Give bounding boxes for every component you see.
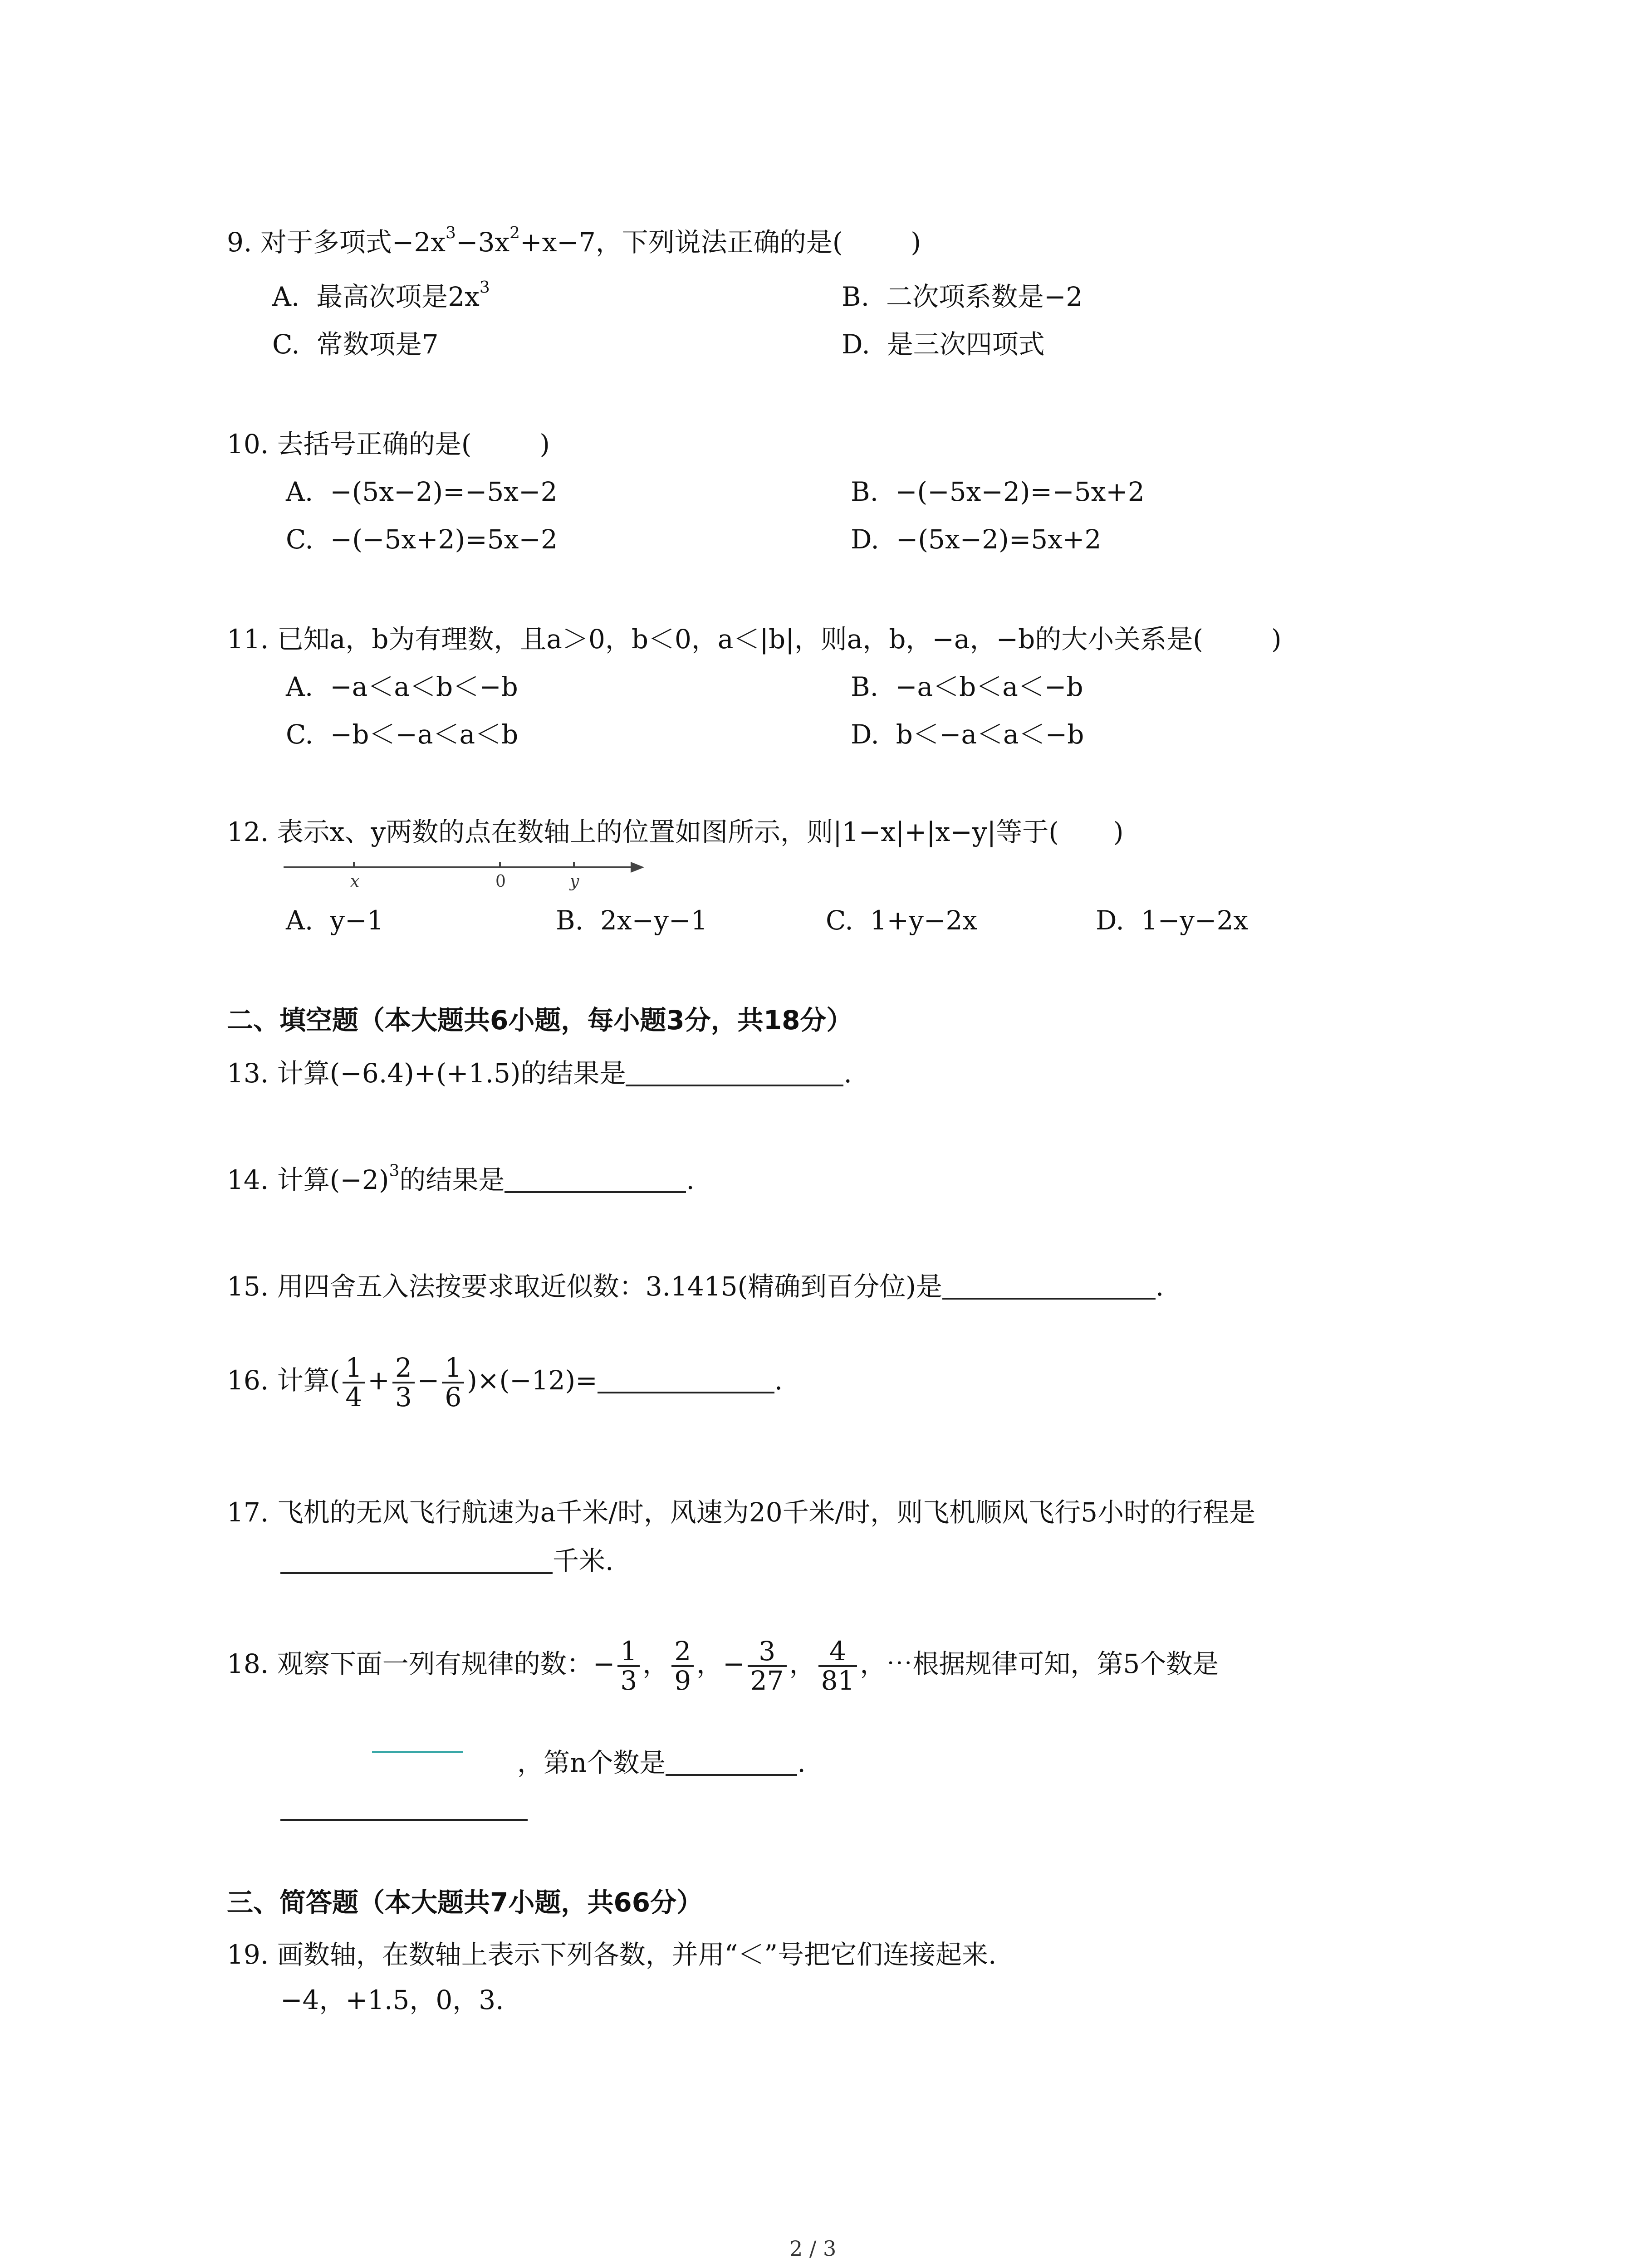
q18-blank-5th-teal[interactable]: [372, 1751, 463, 1753]
page-number: 2 / 3: [789, 2236, 837, 2261]
q10-option-b[interactable]: B. −(−5x−2)=−5x+2: [851, 476, 1145, 507]
q18-fraction-2: $\frac{2}{9}$: [671, 1637, 694, 1695]
question-10-stem: 10. 去括号正确的是( ): [227, 429, 550, 459]
q11-option-b[interactable]: B. −a＜b＜a＜−b: [851, 671, 1083, 702]
axis-label-y: y: [570, 872, 579, 891]
q10-option-d[interactable]: D. −(5x−2)=5x+2: [851, 524, 1102, 555]
axis-label-x: x: [350, 872, 360, 891]
q9-option-c[interactable]: C. 常数项是7: [272, 329, 439, 360]
q14-answer-blank[interactable]: [505, 1163, 686, 1193]
q18-fraction-4: $\frac{4}{81}$: [818, 1637, 857, 1695]
q16-answer-blank[interactable]: [598, 1364, 774, 1393]
question-19-line-1: 19. 画数轴，在数轴上表示下列各数，并用“＜”号把它们连接起来.: [227, 1939, 997, 1970]
q12-option-c[interactable]: C. 1+y−2x: [826, 905, 978, 936]
q16-fraction-2: $\frac{2}{3}$: [392, 1354, 415, 1411]
q10-option-a[interactable]: A. −(5x−2)=−5x−2: [286, 476, 558, 507]
question-9-stem: 9. 对于多项式$-2x^3-3x^2+x-7$，下列说法正确的是( ): [227, 224, 921, 258]
question-11-stem: 11. 已知a，b为有理数，且a＞0，b＜0，a＜|b|，则a，b，−a，−b的大小关系是( ): [227, 624, 1282, 655]
question-13: 13. 计算(−6.4)+(+1.5)的结果是 .: [227, 1057, 852, 1090]
question-17-line-2: 千米.: [280, 1545, 613, 1577]
q18-answer-blank-nth[interactable]: [666, 1746, 797, 1776]
question-16: 16. 计算( $\frac{1}{4}$ + $\frac{2}{3}$ − $\frac{1}{6}$ )×(−12)= .: [227, 1352, 783, 1413]
axis-arrow: [631, 862, 644, 873]
section-3-heading: 三、简答题（本大题共7小题，共66分）: [227, 1887, 703, 1918]
q11-option-d[interactable]: D. b＜−a＜a＜−b: [851, 719, 1084, 750]
section-2-heading: 二、填空题（本大题共6小题，每小题3分，共18分）: [227, 1005, 853, 1036]
q12-option-a[interactable]: A. y−1: [286, 905, 384, 936]
q11-option-a[interactable]: A. −a＜a＜b＜−b: [286, 671, 518, 702]
q18-fraction-3: $\frac{3}{27}$: [748, 1637, 787, 1695]
q17-answer-blank[interactable]: [280, 1545, 553, 1574]
q16-fraction-3: $\frac{1}{6}$: [442, 1354, 464, 1411]
q9-option-d[interactable]: D. 是三次四项式: [842, 329, 1045, 360]
q9-option-b[interactable]: B. 二次项系数是−2: [842, 281, 1083, 312]
number-axis-figure: [281, 853, 653, 894]
question-15: 15. 用四舍五入法按要求取近似数：3.1415(精确到百分位)是 .: [227, 1270, 1164, 1303]
question-14: 14. 计算$(-2)^3$的结果是 .: [227, 1161, 695, 1196]
q10-option-c[interactable]: C. −(−5x+2)=5x−2: [286, 524, 558, 555]
question-18-line-1: 18. 观察下面一列有规律的数：− $\frac{1}{3}$ ， $\frac{2}{9}$ ，− $\frac{3}{27}$ ， $\frac{4}{81}$ ，⋯根据规律可知，第5个数是: [227, 1636, 1219, 1696]
q9-option-a[interactable]: A. 最高次项是$2x^3$: [272, 278, 490, 312]
question-12-stem: 12. 表示x、y两数的点在数轴上的位置如图所示，则|1−x|+|x−y|等于( ): [227, 816, 1124, 847]
q13-answer-blank[interactable]: [626, 1057, 843, 1086]
q16-fraction-1: $\frac{1}{4}$: [343, 1354, 365, 1411]
q15-answer-blank[interactable]: [942, 1270, 1156, 1300]
q18-answer-blank-5th[interactable]: [280, 1819, 528, 1821]
question-19-line-2: −4，+1.5，0，3.: [280, 1984, 504, 2015]
q12-option-d[interactable]: D. 1−y−2x: [1096, 905, 1249, 936]
axis-label-zero: 0: [495, 872, 506, 891]
q12-option-b[interactable]: B. 2x−y−1: [556, 905, 708, 936]
question-17-line-1: 17. 飞机的无风飞行航速为a千米/时，风速为20千米/时，则飞机顺风飞行5小时的行程是: [227, 1497, 1256, 1528]
question-18-line-2: ，第n个数是 .: [517, 1746, 806, 1779]
q11-option-c[interactable]: C. −b＜−a＜a＜b: [286, 719, 519, 750]
q18-fraction-1: $\frac{1}{3}$: [617, 1637, 640, 1695]
